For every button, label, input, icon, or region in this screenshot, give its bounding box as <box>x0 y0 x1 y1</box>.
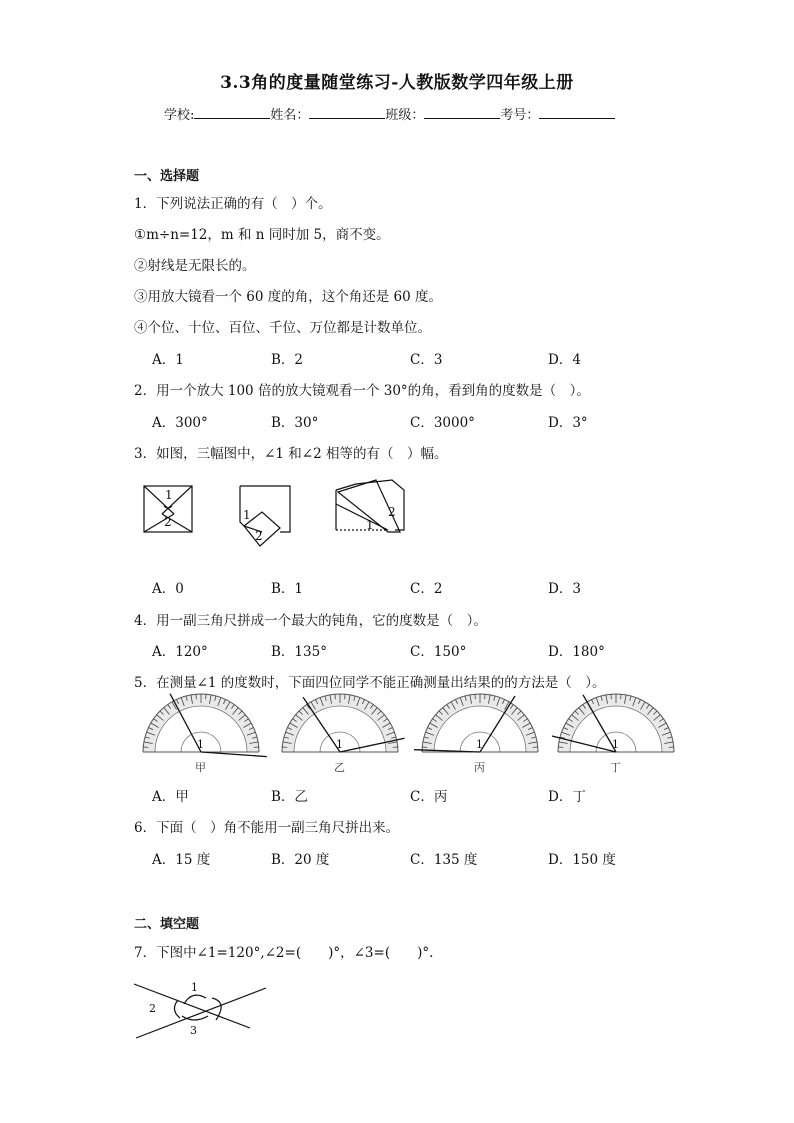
question-1-option-c[interactable]: C．3 <box>410 352 443 368</box>
angle-1-label: 1 <box>612 738 619 751</box>
question-1-option-a[interactable]: A．1 <box>152 352 184 368</box>
question-1-option-b[interactable]: B．2 <box>271 352 304 368</box>
class-label: 班级： <box>385 108 425 123</box>
section-heading-choice: 一、选择题 <box>134 169 200 184</box>
question-7-figure <box>130 976 280 1044</box>
question-6-option-b[interactable]: B．20 度 <box>271 852 330 868</box>
question-5-protractors <box>136 696 672 776</box>
school-blank[interactable] <box>194 106 270 119</box>
question-7-stem: 7．下图中∠1=120°,∠2=( )°，∠3=( )°. <box>134 945 434 961</box>
question-6-stem: 6．下面（ ）角不能用一副三角尺拼出来。 <box>134 820 400 836</box>
question-6-option-a[interactable]: A．15 度 <box>152 852 211 868</box>
question-5-option-d[interactable]: D．丁 <box>548 789 586 805</box>
question-4-option-c[interactable]: C．150° <box>410 644 467 660</box>
question-2-stem: 2．用一个放大 100 倍的放大镜观看一个 30°的角，看到角的度数是（ ）。 <box>134 383 590 399</box>
question-1-option-d[interactable]: D．4 <box>548 352 581 368</box>
question-5-option-a[interactable]: A．甲 <box>152 789 189 805</box>
angle-1-label: 1 <box>197 738 204 751</box>
question-4-option-a[interactable]: A．120° <box>152 644 208 660</box>
question-1-statement-2: ②射线是无限长的。 <box>134 258 256 274</box>
question-6-option-c[interactable]: C．135 度 <box>410 852 478 868</box>
name-label: 姓名： <box>270 108 310 123</box>
question-2-option-a[interactable]: A．300° <box>152 415 208 431</box>
protractor-caption: 丁 <box>610 761 621 774</box>
page-title: 3.3角的度量随堂练习-人教版数学四年级上册 <box>220 73 574 93</box>
question-2-option-c[interactable]: C．3000° <box>410 415 475 431</box>
figure-1-angle-1-label: 1 <box>165 488 173 502</box>
question-5-option-c[interactable]: C．丙 <box>410 789 448 805</box>
question-5-stem: 5．在测量∠1 的度数时，下面四位同学不能正确测量出结果的的方法是（ ）。 <box>134 675 606 691</box>
angle-2-label: 2 <box>149 1002 156 1015</box>
protractor-caption: 甲 <box>195 761 206 774</box>
question-3-option-d[interactable]: D．3 <box>548 581 581 597</box>
figure-2-angle-2-label: 2 <box>255 529 263 543</box>
angle-2-arc <box>174 1000 180 1018</box>
question-3-figure <box>130 476 430 556</box>
question-4-stem: 4．用一副三角尺拼成一个最大的钝角，它的度数是（ ）。 <box>134 613 487 629</box>
question-3-option-c[interactable]: C．2 <box>410 581 443 597</box>
question-4-option-d[interactable]: D．180° <box>548 644 605 660</box>
question-1-statement-1: ①m÷n=12，m 和 n 同时加 5，商不变。 <box>134 227 390 243</box>
angle-1-label: 1 <box>476 738 483 751</box>
section-heading-fill: 二、填空题 <box>134 917 200 932</box>
class-blank[interactable] <box>424 106 500 119</box>
question-1-statement-3: ③用放大镜看一个 60 度的角，这个角还是 60 度。 <box>134 289 443 305</box>
angle-1-label: 1 <box>336 738 343 751</box>
question-2-option-d[interactable]: D．3° <box>548 415 588 431</box>
protractor-caption: 乙 <box>334 761 345 774</box>
question-1-stem: 1．下列说法正确的有（ ）个。 <box>134 196 332 212</box>
question-5-option-b[interactable]: B．乙 <box>271 789 308 805</box>
header-fields <box>164 104 615 123</box>
question-3-stem: 3．如图，三幅图中，∠1 和∠2 相等的有（ ）幅。 <box>134 446 448 462</box>
angle-1-label: 1 <box>191 981 198 994</box>
name-blank[interactable] <box>309 106 385 119</box>
question-3-option-b[interactable]: B．1 <box>271 581 304 597</box>
question-4-option-b[interactable]: B．135° <box>271 644 327 660</box>
figure-3-angle-1-label: 1 <box>366 518 374 532</box>
protractor-caption: 丙 <box>474 761 485 774</box>
school-label: 学校: <box>164 108 195 123</box>
question-6-option-d[interactable]: D．150 度 <box>548 852 616 868</box>
exam-no-blank[interactable] <box>539 106 615 119</box>
figure-3-angle-2-label: 2 <box>388 505 396 519</box>
question-1-statement-4: ④个位、十位、百位、千位、万位都是计数单位。 <box>134 320 431 336</box>
angle-3-label: 3 <box>190 1024 197 1037</box>
question-2-option-b[interactable]: B．30° <box>271 415 319 431</box>
figure-1-angle-2-label: 2 <box>164 515 172 529</box>
angle-ray <box>201 752 267 757</box>
exam-no-label: 考号： <box>500 108 540 123</box>
angle-1-arc <box>184 995 206 1004</box>
question-3-option-a[interactable]: A．0 <box>152 581 184 597</box>
figure-2-angle-1-label: 1 <box>243 508 251 522</box>
